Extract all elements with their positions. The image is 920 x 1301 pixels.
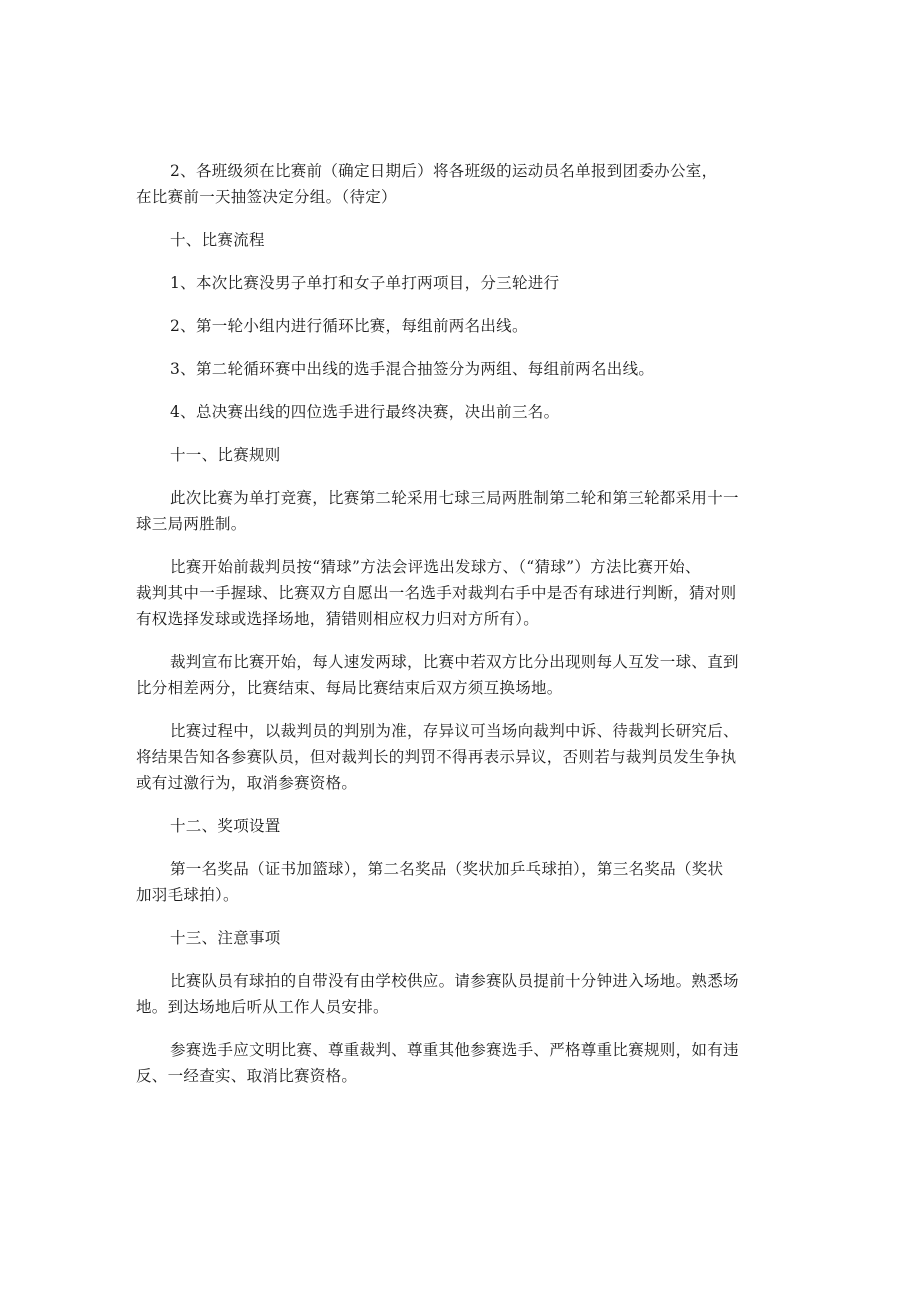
section-11-p2-line-2: 裁判其中一手握球、比赛双方自愿出一名选手对裁判右手中是否有球进行判断，猜对则 — [136, 584, 737, 602]
section-10-heading: 十、比赛流程 — [170, 231, 265, 249]
section-12-p1-line-2: 加羽毛球拍）。 — [136, 886, 239, 904]
section-12-heading: 十二、奖项设置 — [170, 817, 281, 835]
section-11-paragraph-1 — [136, 485, 784, 537]
intro-line-2: 在比赛前一天抽签决定分组。（待定） — [136, 188, 397, 206]
section-13-p2-line-1: 参赛选手应文明比赛、尊重裁判、尊重其他参赛选手、严格尊重比赛规则，如有违 — [170, 1041, 739, 1059]
section-11-p4-line-2: 将结果告知各参赛队员，但对裁判长的判罚不得再表示异议，否则若与裁判员发生争执 — [136, 748, 737, 766]
section-11-heading: 十一、比赛规则 — [170, 446, 281, 464]
section-10-item-4: 4、总决赛出线的四位选手进行最终决赛，决出前三名。 — [170, 403, 560, 421]
section-13-heading: 十三、注意事项 — [170, 929, 281, 947]
section-13-p1-line-2: 地。到达场地后听从工作人员安排。 — [136, 998, 389, 1016]
section-12-p1-line-1: 第一名奖品（证书加篮球），第二名奖品（奖状加乒乓球拍），第三名奖品（奖状 — [170, 860, 724, 878]
section-11-p4-line-1: 比赛过程中，以裁判员的判别为准，存异议可当场向裁判中诉、待裁判长研究后、 — [170, 722, 739, 740]
section-12-paragraph-1 — [136, 856, 784, 908]
section-13-paragraph-1 — [136, 968, 784, 1020]
document-page — [136, 158, 784, 1106]
section-11-p3-line-2: 比分相差两分，比赛结束、每局比赛结束后双方须互换场地。 — [136, 679, 563, 697]
section-11-p1-line-2: 球三局两胜制。 — [136, 515, 247, 533]
section-11-p3-line-1: 裁判宣布比赛开始，每人速发两球，比赛中若双方比分出现则每人互发一球、直到 — [170, 653, 739, 671]
section-13-paragraph-2 — [136, 1037, 784, 1089]
section-11-p2-line-3: 有权选择发球或选择场地，猜错则相应权力归对方所有）。 — [136, 610, 540, 628]
section-10-item-3: 3、第二轮循环赛中出线的选手混合抽签分为两组、每组前两名出线。 — [170, 360, 655, 378]
section-11-p4-line-3: 或有过激行为，取消参赛资格。 — [136, 774, 358, 792]
section-10-item-1: 1、本次比赛没男子单打和女子单打两项目，分三轮进行 — [170, 274, 560, 292]
section-11-paragraph-4 — [136, 718, 784, 796]
section-11-p2-line-1: 比赛开始前裁判员按“猜球”方法会评选出发球方、（“猜球”）方法比赛开始、 — [170, 558, 701, 576]
section-11-paragraph-2 — [136, 554, 784, 632]
section-11-p1-line-1: 此次比赛为单打竞赛，比赛第二轮采用七球三局两胜制第二轮和第三轮都采用十一 — [170, 489, 739, 507]
section-10-item-2: 2、第一轮小组内进行循环比赛，每组前两名出线。 — [170, 317, 528, 335]
section-13-p2-line-2: 反、一经查实、取消比赛资格。 — [136, 1067, 358, 1085]
section-13-p1-line-1: 比赛队员有球拍的自带没有由学校供应。请参赛队员提前十分钟进入场地。熟悉场 — [170, 972, 739, 990]
intro-paragraph — [136, 158, 784, 210]
intro-line-1: 2、各班级须在比赛前（确定日期后）将各班级的运动员名单报到团委办公室， — [170, 162, 718, 180]
section-11-paragraph-3 — [136, 649, 784, 701]
